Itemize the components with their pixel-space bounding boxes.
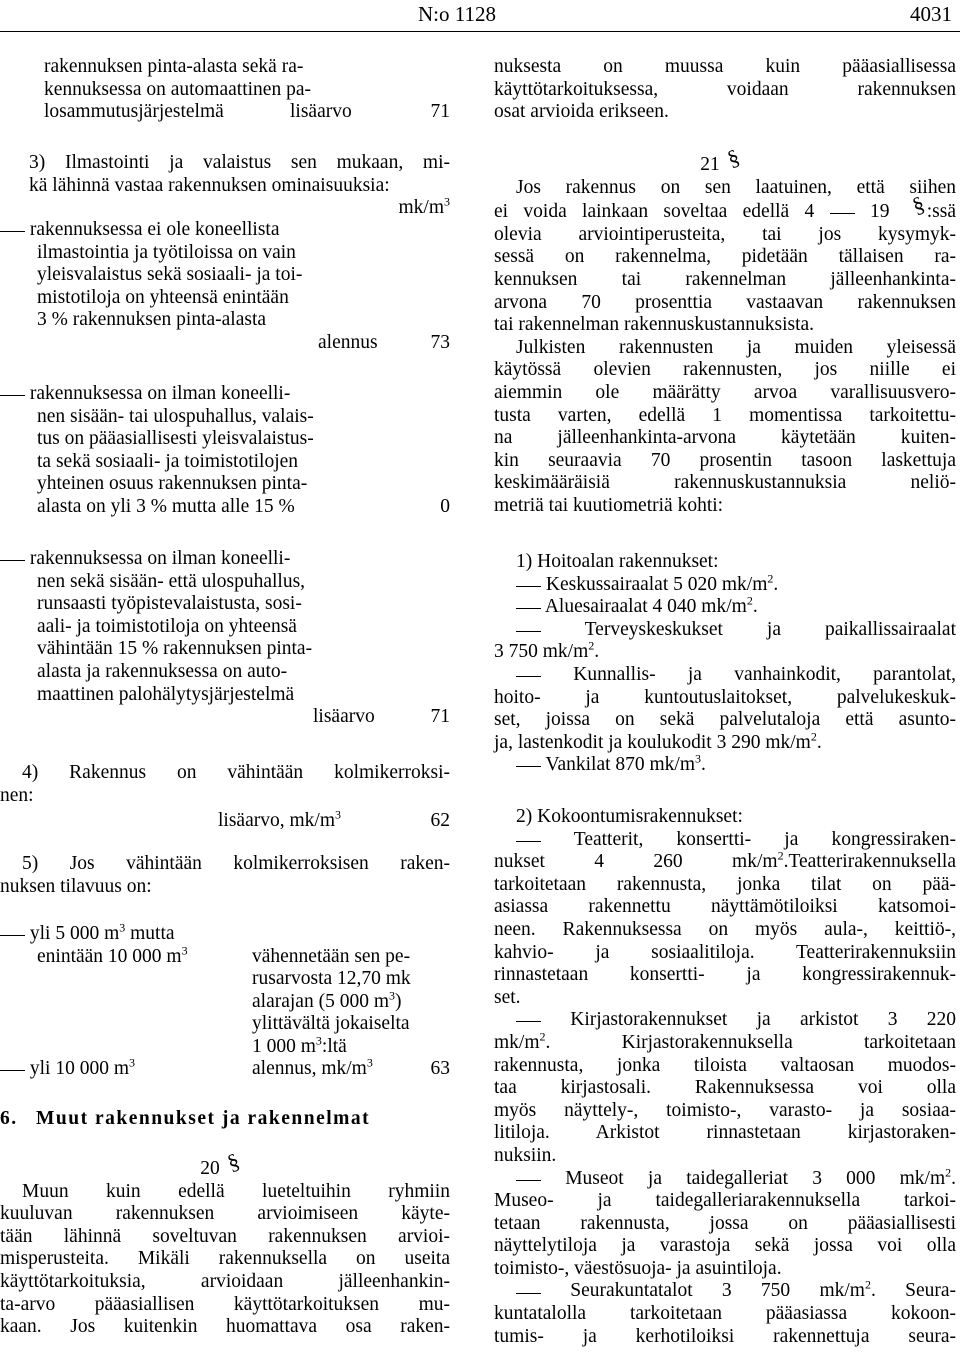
text-line: na jälleenhankinta-arvona käytetään kuiten- [494,427,956,449]
text-line: enintään 10 000 m [37,945,182,967]
text-line: 73 [430,331,450,353]
text-line: ilmastointia ja työtiloissa on vain [37,241,296,263]
section-5 [0,853,450,898]
text-line: Teatterit, konsertti- ja kongressiraken- [573,828,956,850]
text-line: mutta [125,923,175,944]
text-line: 6. [0,1108,18,1129]
text-line: Aluesairaalat 4 040 mk/m [544,596,747,618]
text-line: vähennetään sen pe- [252,945,411,967]
text-line: ylittävältä jokaiselta [252,1013,410,1035]
text-line: näyttelytiloja ja varastoja sekä jossa voi olla [494,1235,956,1257]
text-line: . Kirjastorakennuksella tarkoitetaan [545,1031,956,1053]
text-line: Vankilat 870 mk/m [545,754,696,776]
text-line: rusarvosta 12,70 mk [252,968,411,990]
text-line: käytössä olevien rakennusten, jos niille ei [494,359,956,381]
text-line: ja, lastenkodit ja koulukodit 3 290 mk/m [494,731,811,753]
dash-icon [516,629,541,632]
text-line: 3) Ilmastointi ja valaistus sen mukaan, mi- [29,152,450,173]
text-line: maattinen palohälytysjärjestelmä [37,683,295,705]
text-line: Keskussairaalat 5 020 mk/m [545,573,768,595]
text-line: metriä tai kuutiometriä kohti: [494,494,724,516]
text-line: runsaasti työpistevalaistusta, sosi- [37,593,302,615]
text-line: 4) Rakennus on vähintään kolmikerroksi- [22,762,450,783]
text-line: arvona 70 prosenttia vastaavan rakennuksen [494,291,956,313]
text-line: kin seuraavia 70 prosentin tasoon laskettuja [494,449,956,471]
text-line: Muut rakennukset ja rakennelmat [36,1108,371,1129]
dash-icon [0,1068,25,1071]
text-line: toimisto-, väestösuoja- ja asuintiloja. [494,1257,782,1279]
text-line: 2 [746,593,753,608]
text-line: alasta ja rakennuksessa on auto- [37,660,288,682]
text-line: tään lähinnä soveltuvan rakennuksen arvioi- [0,1225,450,1247]
dash-icon [516,1178,541,1181]
dash-icon [516,584,541,587]
text-line: 3 750 mk/m [494,641,589,663]
section-4 [0,762,450,833]
text-line: mistotiloja on yhteensä enintään [37,286,289,308]
section-sign-icon [220,1156,250,1176]
text-line: 63 [430,1058,450,1079]
text-line: Terveyskeskukset ja paikallissairaalat [584,618,956,640]
text-line: yli 10 000 m [29,1058,130,1079]
text-line: Kirjastorakennukset ja arkistot 3 220 [570,1009,956,1031]
text-line: neen. Rakennuksessa on myös aula-, keittiö-, [494,918,956,940]
dash-icon [516,839,541,842]
text-line: rakennusta, jonka tiloista valtaosan muodos- [494,1054,956,1076]
text-line: 3 [366,1055,373,1070]
text-line: 2 [777,848,784,863]
text-line: kennuksen tai rakennelman jälleenhankinta- [494,268,956,290]
text-line: yleisvalaistus sekä sosiaali- ja toi- [37,264,303,286]
section-3-item-3 [0,548,450,729]
intro-item [44,56,450,124]
text-line: tumis- ja kerhotiloiksi rakennettuja seura- [494,1325,956,1347]
header-rule [0,31,960,32]
text-line: keskimääräisiä rakennuskustannuksia neliö- [494,472,956,494]
text-line: hoito- ja kuntoutuslaitokset, palvelukeskuk- [494,686,956,708]
page-number: 4031 [910,2,952,26]
text-line: rakennuksen pinta-alasta sekä ra- [44,56,304,77]
dash-icon [516,764,541,767]
text-line: lisäarvo [313,706,375,728]
text-line: Julkisten rakennusten ja muiden yleisessä [516,336,956,358]
section-3-item-1 [0,219,450,355]
text-line: 2) Kokoontumisrakennukset: [516,806,743,827]
text-line: kennuksessa on automaattinen pa- [44,78,311,100]
text-line: osat arvioida erikseen. [494,101,669,123]
text-line: 2 [588,638,595,653]
dash-icon [830,211,855,214]
text-line: 1 000 m [252,1035,316,1057]
text-line: ta-arvo pääasiallisen käyttötarkoituksen mu- [0,1293,450,1315]
text-line: rakennuksessa on ilman koneelli- [29,548,291,569]
text-line: set. [494,986,521,1008]
text-line: 3 [119,920,126,935]
text-line: 3 [695,751,702,766]
text-line: 0 [440,495,450,517]
text-line: 2 [945,1165,952,1179]
text-line: kaan. Jos kuitenkin huomattava osa raken- [0,1316,450,1338]
section-sign-icon [905,199,927,219]
text-line: kuuluvan rakennuksen arvioimiseen käyte- [0,1203,450,1225]
dash-icon [0,558,25,561]
text-line: 2 [810,729,817,744]
text-line: 21 [700,154,720,175]
text-line: 20 [200,1158,220,1179]
text-line: nukset 4 260 mk/m [494,851,778,873]
text-line: 2 [864,1277,871,1292]
text-line: Museot ja taidegalleriat 3 000 mk/m [565,1167,946,1189]
text-line: kahvio- ja sosiaalitiloja. Teatterirakennuksiin [494,941,956,963]
text-line: nuksesta on muussa kuin pääasiallisessa [494,56,956,77]
text-line: alasta on yli 3 % mutta alle 15 % [37,495,295,517]
text-line: nen: [0,784,34,806]
dash-icon [516,1019,541,1022]
text-line: tai rakennelman rakennuskustannuksista. [494,314,815,336]
text-line: yli 5 000 m [29,923,120,944]
text-line: misperusteita. Mikäli rakennuksella on useita [0,1248,450,1270]
issue-number: N:o 1128 [418,2,496,26]
text-line: 62 [430,810,450,832]
text-line: nen sekä sisään- että ulospuhallus, [37,570,306,592]
text-line: 19 [869,201,890,223]
text-line: .Teatterirakennuksella [783,851,956,873]
text-line: 3 [129,1055,136,1070]
text-line: rakennuksessa ei ole koneellista [29,219,280,240]
text-line: set, joissa on sekä palvelutaloja että asunto- [494,709,956,731]
text-line: kuntatalolla tarkoitetaan pääasiassa kokoon- [494,1303,956,1325]
dash-icon [516,606,541,609]
text-line: mk/m [494,1031,540,1053]
text-line: 3 [181,943,188,958]
text-line: Jos rakennus on sen laatuinen, että siihen [516,176,956,198]
text-line: 3 [444,194,450,209]
text-line: olevia arviointiperusteita, tai jos kysymyk- [494,223,956,245]
text-line: litiloja. Arkistot rinnastetaan kirjastoraken- [494,1122,956,1144]
text-line: sessä on rakennelma, pidetään tällaisen ra- [494,246,956,268]
section-21 [494,152,956,518]
group-1-hoitoala: 1) Hoitoalan rakennukset: Keskussairaalat 5 020 $mk/m^2$. Aluesairaalat 4 040 $mk/m^2$. Terveyskeskukset ja paikallissairaalat 3 750 $mk/m^2$. Kunnallis- ja vanhainkodit, parantolat, hoito- ja kuntoutuslaitokset, palvelukeskuk- set, joissa on sekä palvelutaloja että asunto- ja, lastenkodit ja koulukodit 3 290 $mk/m^2$. Vankilat 870 $mk/m^3$. [494,551,957,776]
text-line: 1) Hoitoalan rakennukset: [516,551,719,572]
text-line: asiassa rakennettu näyttämötiloiksi katsomoi- [494,896,956,918]
text-line: alarajan (5 000 m [252,990,389,1012]
text-line: nuksiin. [494,1144,557,1166]
text-line: 3 [315,1033,322,1048]
text-line: Muun kuin edellä lueteltuihin ryhmiin [22,1180,450,1202]
text-line: nen sisään- tai ulospuhallus, valais- [37,405,314,427]
text-line: ) [395,990,402,1012]
text-line: ta sekä sosiaali- ja toimistotilojen [37,450,299,472]
text-line: aiemmin ole määrätty arvoa varallisuusvero- [494,381,956,403]
text-line: myös näyttely-, toimisto-, varasto- ja sosiaa- [494,1099,956,1121]
text-line: mk/m [398,197,444,219]
text-line: ei voida lainkaan soveltaa edellä 4 [494,201,815,223]
text-line: 71 [430,706,450,728]
text-line: losammutusjärjestelmä [44,101,224,123]
group-2-kokoontumis: 2) Kokoontumisrakennukset: Teatterit, konsertti- ja kongressiraken- nukset 4 260 $mk/m^2.Teatterirakennuksella$ tarkoitetaan rakennusta, jonka tilat on pää- asiassa rakennettu näyttämötiloiksi katsomoi- neen. Rakennuksessa on myös aula-, keittiö-, kahvio- ja sosiaalitiloja. Teatterirakennuksiin rinnastetaan konsertti- ja kongressirakennuk- set. Kirjastorakennukset ja arkistot 3 220 $mk/m^2$. Kirjastorakennuksella tarkoitetaan rakennusta, jonka tiloista valtaosan muodos- taa kirjastosali. Rakennuksessa voi olla myös näyttely-, toimisto-, varasto- ja sosiaa- litiloja. Arkistot rinnastetaan kirjastoraken- nuksiin. Museot ja taidegalleriat 3 000 $mk/m^2$. Museo- ja taidegalleriarakennuksella tarkoi- tetaan rakennusta, jossa on pääasiallisesti näyttelytiloja ja varastoja sekä jossa voi olla toimisto-, väestösuoja- ja asuintiloja. Seurakuntatalot 3 750 $mk/m^2$. Seura- kuntatalolla tarkoitetaan pääasiassa kokoon- tumis- ja kerhotiloiksi rakennettuja seura- [494,806,956,1347]
text-line: taa kirjastosali. Rakennuksessa voi olla [494,1077,956,1099]
text-line: 3 % rakennuksen pinta-alasta [37,309,267,331]
section-sign-icon [720,152,750,172]
text-line: 5) Jos vähintään kolmikerroksisen raken- [22,853,450,874]
text-line: . Seura- [870,1280,956,1302]
text-line: 71 [430,101,450,123]
dash-icon [0,229,25,232]
text-line: 3 [334,807,341,822]
text-line: :ltä [321,1035,347,1057]
section-20 [0,1156,450,1339]
text-line: Museo- ja taidegalleriarakennuksella tarkoi- [494,1190,956,1212]
text-line: tarkoitetaan rakennusta, jonka tilat on pää- [494,873,956,895]
text-line: alennus [318,331,378,353]
text-line: tetaan rakennusta, jossa on pääasiallisesti [494,1212,956,1234]
text-line: lisäarvo [290,101,352,123]
dash-icon [516,674,541,677]
text-line: Kunnallis- ja vanhainkodit, parantolat, [573,663,957,685]
dash-icon [516,1291,541,1294]
text-line: vähintään 15 % rakennuksen pinta- [37,638,313,660]
text-line: aali- ja toimistotiloja on yhteensä [37,615,297,637]
section-3-item-2 [0,383,450,519]
text-line: Seurakuntatalot 3 750 mk/m [570,1280,865,1302]
text-line: nuksen tilavuus on: [0,875,152,897]
text-line: :ssä [926,201,957,223]
continuation-text [494,56,956,124]
text-line: 2 [539,1029,546,1044]
text-line: tusta varten, edellä 1 momentissa tarkoitettu- [494,404,956,426]
chapter-6-heading [0,1108,450,1131]
text-line: käyttötarkoituksessa, voidaan rakennuksen [494,78,956,100]
text-line: alennus, mk/m [252,1058,367,1079]
text-line: kä lähinnä vastaa rakennuksen ominaisuuksia: [29,174,390,196]
text-line: 3 [389,988,395,1003]
dash-icon [0,393,25,396]
section-5-items [0,920,450,1079]
text-line: rinnastetaan konsertti- ja kongressirakennuk- [494,964,956,986]
text-line: käyttötarkoituksia, arvioidaan jälleenhankin- [0,1270,450,1292]
section-3-heading [29,152,450,220]
dash-icon [0,933,25,936]
text-line: rakennuksessa on ilman koneelli- [29,383,291,404]
text-line: lisäarvo, mk/m [218,810,335,832]
text-line: 2 [767,571,774,586]
text-line: tus on pääasiallisesti yleisvalaistus- [37,428,314,450]
text-line: yhteinen osuus rakennuksen pinta- [37,473,308,495]
